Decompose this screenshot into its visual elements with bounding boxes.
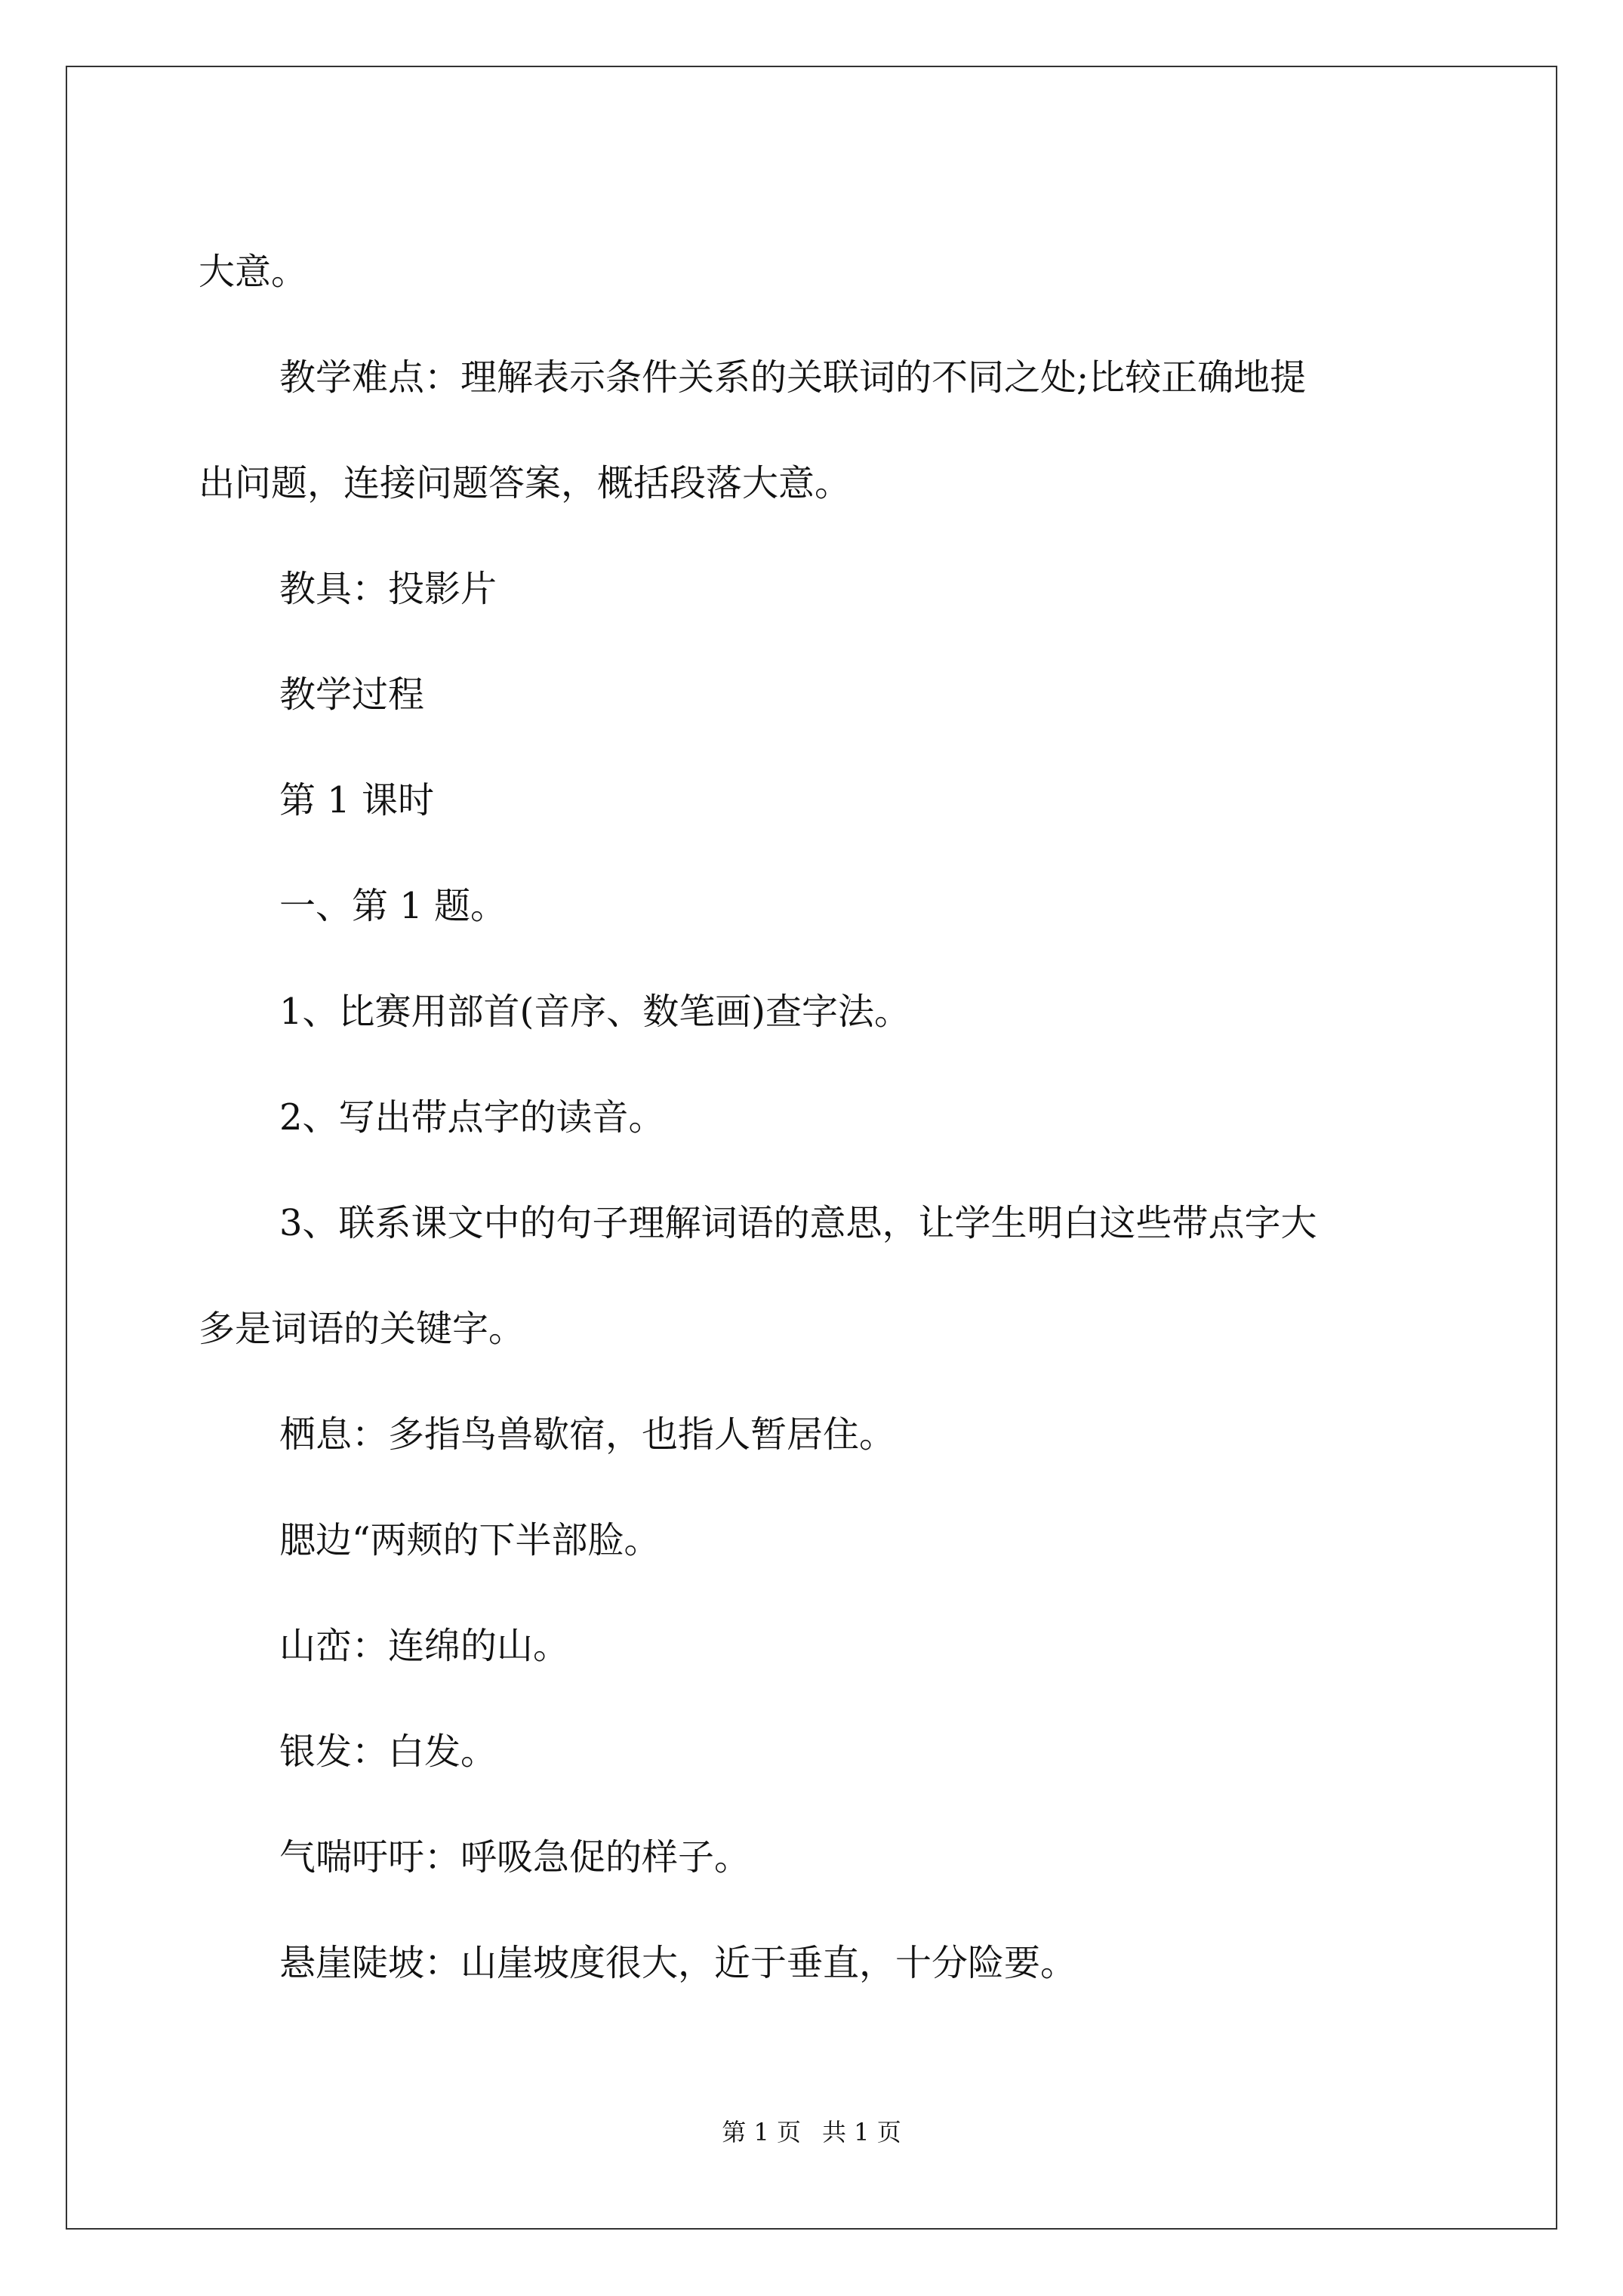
page-number: 第 1 页 [722, 2118, 801, 2147]
paragraph: 腮边“两颊的下半部脸。 [279, 1519, 661, 1561]
paragraph: 教学过程 [279, 673, 425, 716]
paragraph: 银发：白发。 [279, 1730, 497, 1773]
paragraph: 一、第 1 题。 [279, 885, 507, 927]
paragraph: 教学难点：理解表示条件关系的关联词的不同之处;比较正确地提 [279, 356, 1307, 399]
paragraph: 气喘吁吁：呼吸急促的样子。 [279, 1836, 751, 1878]
paragraph: 教具：投影片 [279, 568, 497, 610]
paragraph: 第 1 课时 [279, 779, 435, 821]
paragraph: 2、写出带点字的读音。 [279, 1096, 665, 1139]
paragraph: 出问题，连接问题答案，概括段落大意。 [199, 462, 852, 504]
paragraph: 多是词语的关键字。 [199, 1308, 525, 1350]
paragraph: 山峦：连绵的山。 [279, 1625, 570, 1667]
paragraph: 栖息：多指鸟兽歇宿，也指人暂居住。 [279, 1413, 896, 1456]
paragraph: 3、联系课文中的句子理解词语的意思，让学生明白这些带点字大 [279, 1202, 1317, 1244]
paragraph: 悬崖陡坡：山崖坡度很大，近于垂直，十分险要。 [279, 1942, 1077, 1984]
page-footer [0, 2117, 1623, 2147]
paragraph: 大意。 [199, 251, 308, 293]
paragraph: 1、比赛用部首(音序、数笔画)查字法。 [279, 991, 910, 1033]
document-body [199, 219, 1437, 2016]
page-total: 共 1 页 [822, 2118, 901, 2147]
